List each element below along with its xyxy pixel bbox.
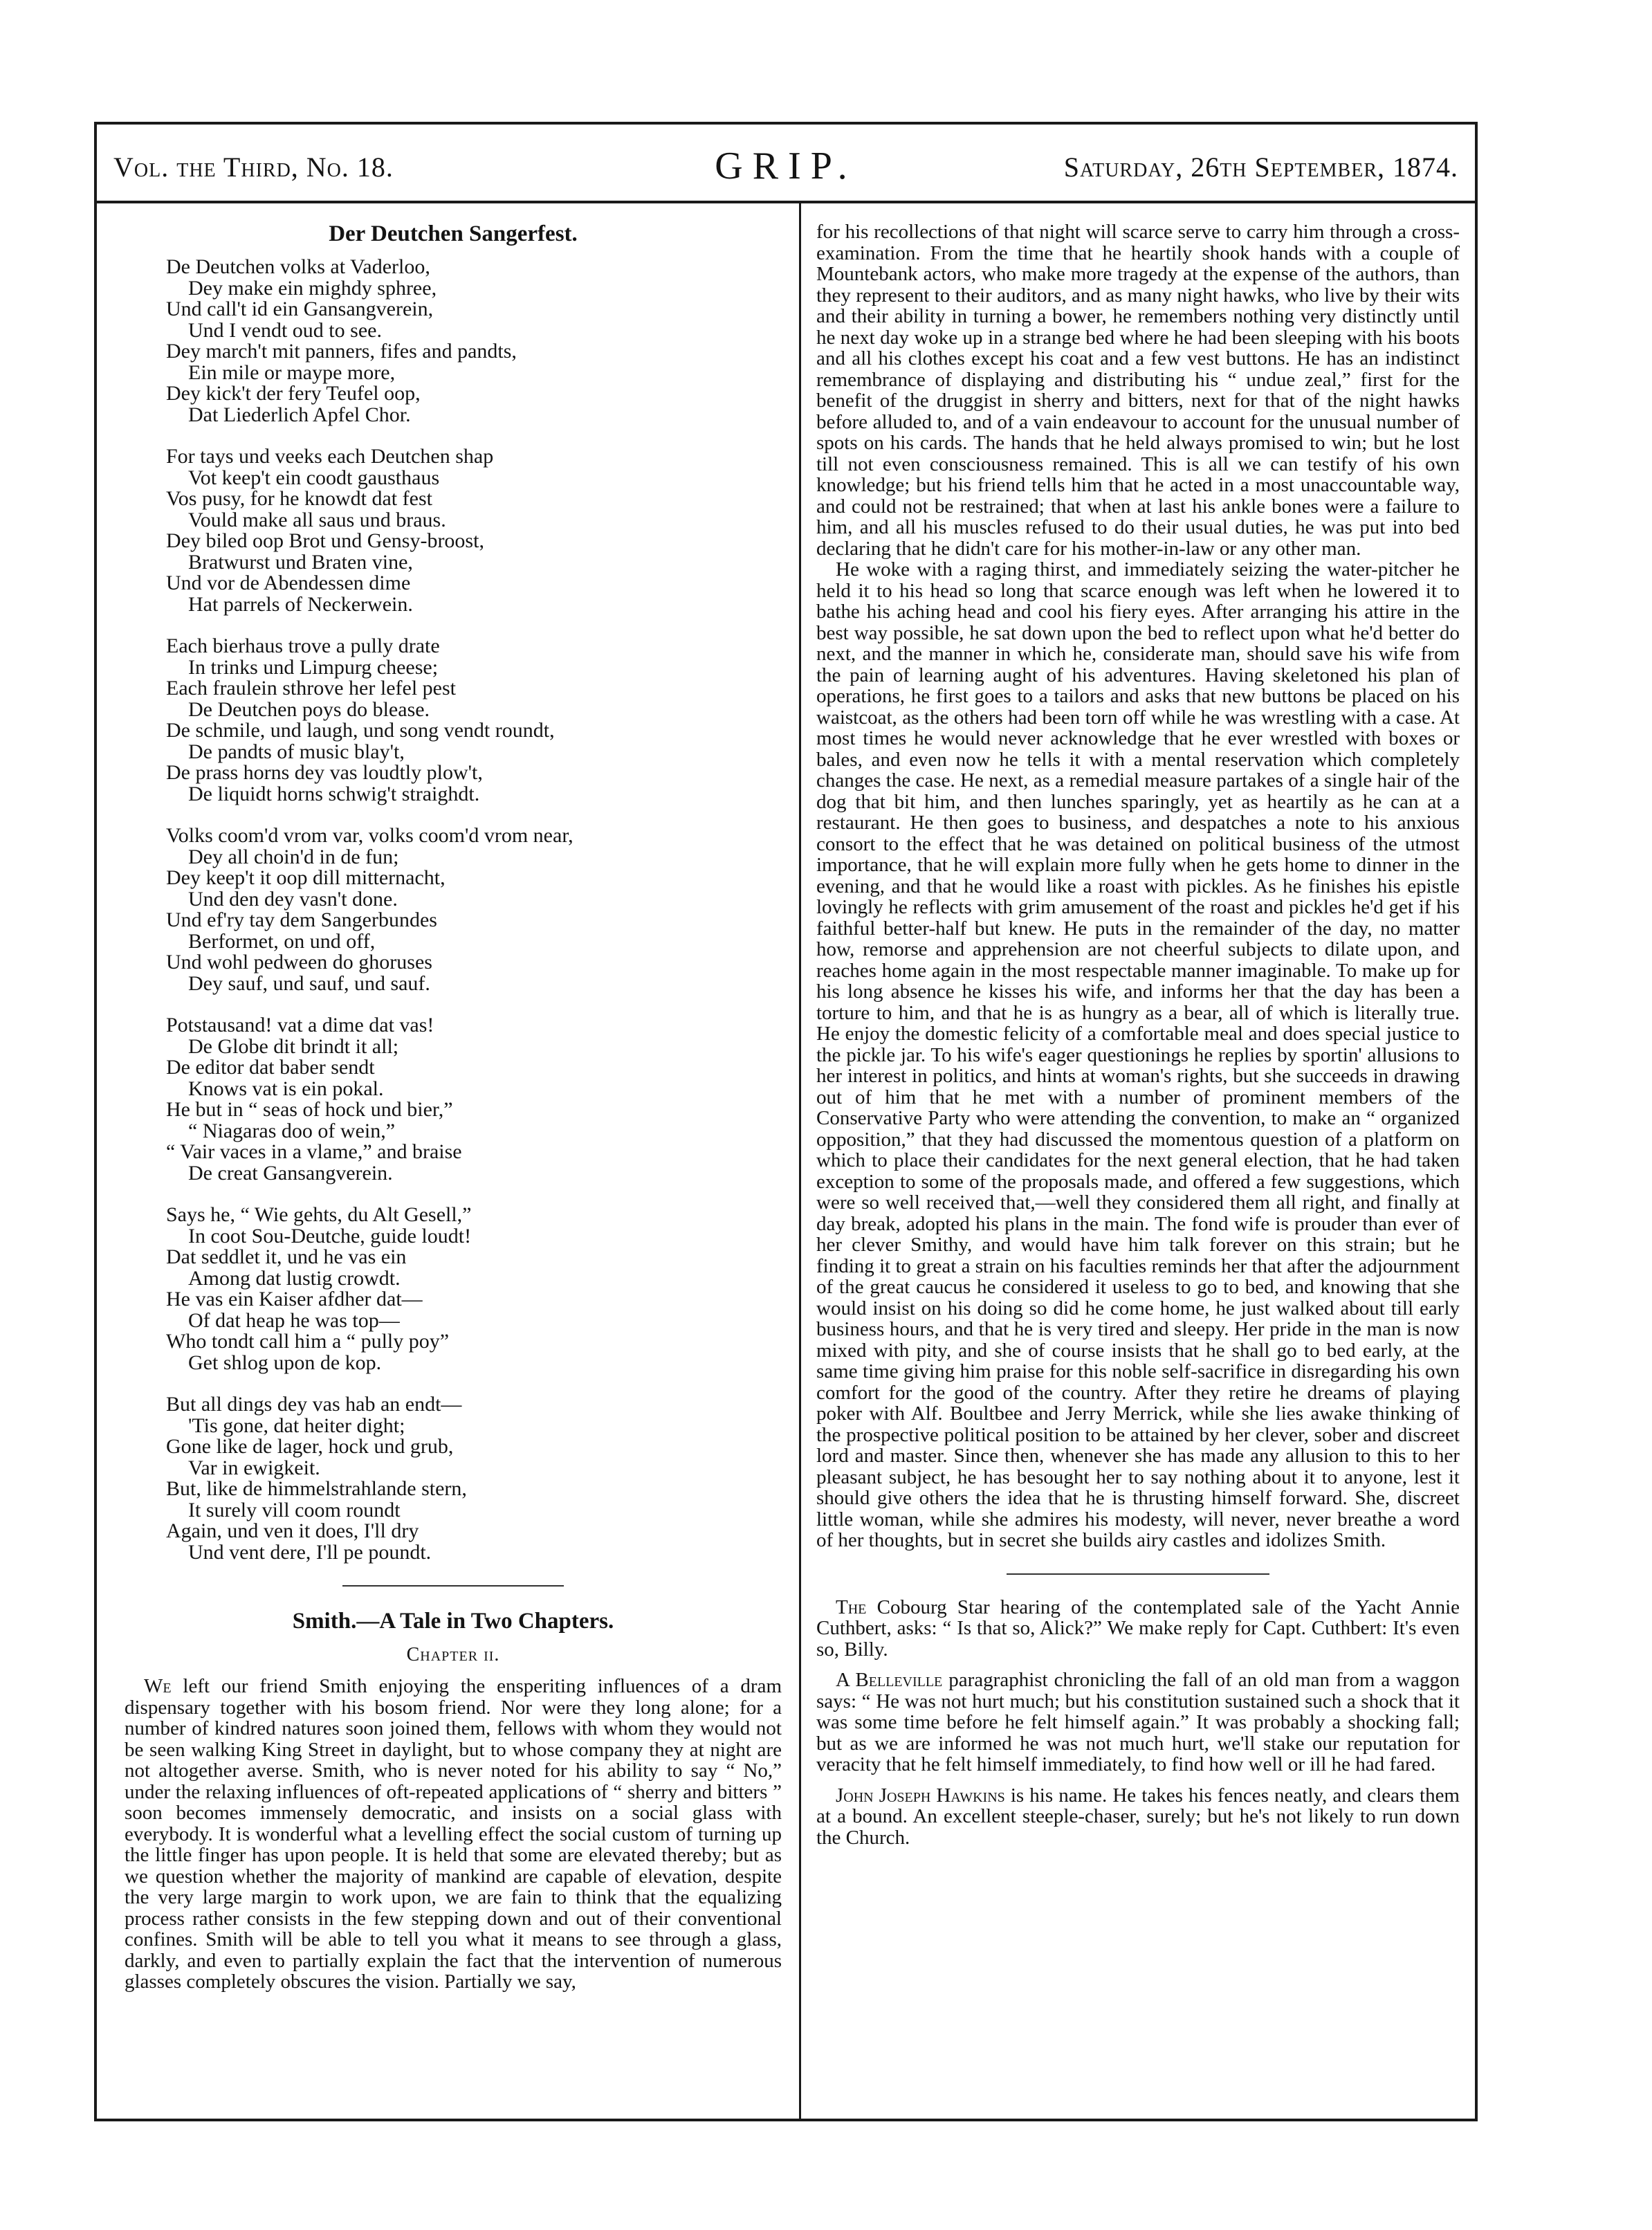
paragraph-text: left our friend Smith enjoying the ensperiting influences of a dram dispensary together with his bosom friend. Nor were they long alone; for a number of kindred natures soon joined them, fellows with whom they would not be seen walking King Street in daylight, but to whose company they at night are not altogether averse. Smith, who is never noted for his ability to say “ No,” under the relaxing influences of oft-repeated applications of “ sherry and bitters ” soon becomes immensely democratic, and insists on a social glass with everybody. It is wonderful what a levelling effect the social custom of turning up the little finger has upon people. It is held that some are elevated thereby; but as we question whether the majority of mankind are capable of elevation, despite the very large margin to work upon, we are fain to think that the equalizing process rather consists in the few stepping down and out of their conventional confines. Smith will be able to tell you what it means to see through a glass, darkly, and even to partially explain the fact that the intervention of numerous glasses completely obscures the vision. Partially we say, [125, 1675, 782, 1993]
poem-line: Says he, “ Wie gehts, du Alt Gesell,” [166, 1203, 472, 1226]
poem-line: Vos pusy, for he knowdt dat fest [166, 487, 432, 510]
poem-line: De creat Gansangverein. [188, 1161, 393, 1185]
poem-line: But, like de himmelstrahlande stern, [166, 1477, 467, 1500]
poem-line: Among dat lustig crowdt. [188, 1266, 401, 1290]
note-text: is his name. He takes his fences neatly, and clears them at a bound. An excellent steeple-chaser, surely; but he's not likely to run down the Church. [816, 1784, 1460, 1849]
poem-line: Hat parrels of Neckerwein. [188, 592, 413, 616]
note-lead: John Joseph Hawkins [836, 1784, 1005, 1807]
story-paragraph: for his recollections of that night will scarce serve to carry him through a cross-examination. From the time that he heartily shook hands with a couple of Mountebank actors, who make more tragedy at the expense of the authors, than they represent to their auditors, and as many night hawks, who live by their wits and their ability in turning a bower, he remembers nothing very distinctly until he next day woke up in a strange bed where he had been sleeping with his boots and all his clothes except his coat and a few vest buttons. He has an indistinct remembrance of displaying and distributing his “ undue zeal,” first for the benefit of the druggist in sherry and bitters, next for that of the night hawks before alluded to, and of a vain endeavour to account for the unusual number of spots on his cards. The hands that he held always promised to win; but he lost till not even consciousness remained. This is all we can testify of his own knowledge; but his friend tells him that he acted in a most unaccountable way, and could not be restrained; that when at last his ankle bones were a failure to him, and all his muscles refused to do their usual duties, he was put into bed declaring that he didn't care for his mother-in-law or any other man. [816, 221, 1460, 560]
poem-line: De editor dat baber sendt [166, 1056, 375, 1079]
poem-line: Volks coom'd vrom var, volks coom'd vrom near, [166, 824, 573, 847]
poem-line: Dat Liederlich Apfel Chor. [188, 403, 411, 426]
first-word: We [144, 1675, 172, 1697]
poem-line: Of dat heap he was top— [188, 1308, 400, 1332]
story-title: Smith.—A Tale in Two Chapters. [292, 1609, 614, 1634]
poem-line: Ein mile or maype more, [188, 360, 396, 384]
poem-line: Und I vendt oud to see. [188, 318, 382, 342]
poem-line: Dat seddlet it, und he vas ein [166, 1245, 407, 1268]
note-lead: The [836, 1596, 867, 1618]
news-note [816, 1785, 1460, 1849]
chapter-heading: Chapter ii. [406, 1644, 500, 1665]
poem-stanza [166, 1394, 782, 1563]
poem-line: Berformet, on und off, [188, 929, 376, 953]
page-frame [94, 122, 1478, 2121]
poem-line: He but in “ seas of hock und bier,” [166, 1098, 453, 1121]
poem-line: He vas ein Kaiser afdher dat— [166, 1288, 423, 1310]
note-lead: A Belleville [836, 1669, 943, 1691]
volume-number: Vol. the Third, No. 18. [113, 152, 394, 183]
poem-line: 'Tis gone, dat heiter dight; [188, 1414, 405, 1437]
poem-line: Und call't id ein Gansangverein, [166, 298, 434, 320]
poem-line: Dey sauf, und sauf, und sauf. [188, 971, 430, 995]
poem-line: It surely vill coom roundt [188, 1498, 401, 1521]
note-text: paragraphist chronicling the fall of an old man from a waggon says: “ He was not hurt much; but his constitution sustained such a shock that it was some time before he felt himself again.” It was probably a shocking fall; but as we are informed he was not much hurt, we'll stake our reputation for veracity that he felt himself immediately, to find how well or ill he had fared. [816, 1669, 1460, 1775]
poem-line: Who tondt call him a “ pully poy” [166, 1330, 450, 1353]
poem-line: Und ef'ry tay dem Sangerbundes [166, 908, 437, 931]
poem-line: Knows vat is ein pokal. [188, 1077, 384, 1100]
poem-line: Potstausand! vat a dime dat vas! [166, 1014, 434, 1036]
poem-line: Dey all choin'd in de fun; [188, 845, 399, 868]
poem-line: De Deutchen volks at Vaderloo, [166, 255, 430, 278]
poem-line: Dey keep't it oop dill mitternacht, [166, 866, 446, 889]
poem-stanza [166, 257, 782, 426]
poem-line: De Globe dit brindt it all; [188, 1034, 399, 1058]
poem-line: But all dings dey vas hab an endt— [166, 1393, 462, 1416]
poem-line: De schmile, und laugh, und song vendt roundt, [166, 719, 555, 742]
poem-line: Und den dey vasn't done. [188, 887, 398, 911]
news-note [816, 1597, 1460, 1661]
poem-line: Gone like de lager, hock und grub, [166, 1435, 454, 1458]
poem-line: Vould make all saus und braus. [188, 508, 446, 531]
column-divider [799, 201, 801, 2119]
poem-stanza [166, 1205, 782, 1373]
poem-line: In coot Sou-Deutche, guide loudt! [188, 1224, 472, 1247]
poem-line: Each fraulein sthrove her lefel pest [166, 677, 456, 700]
poem-line: In trinks und Limpurg cheese; [188, 655, 439, 679]
poem-line: De pandts of music blay't, [188, 740, 405, 763]
poem-stanza [166, 825, 782, 994]
section-divider [1007, 1573, 1269, 1575]
poem-line: Var in ewigkeit. [188, 1456, 320, 1479]
poem-line: Dey biled oop Brot und Gensy-broost, [166, 529, 484, 552]
poem-line: De liquidt horns schwig't straighdt. [188, 782, 480, 805]
publication-title: GRIP. [715, 145, 857, 188]
poem-line: Dey make ein mighdy sphree, [188, 276, 437, 300]
poem-line: De prass horns dey vas loudtly plow't, [166, 761, 483, 784]
poem-line: Vot keep't ein coodt gausthaus [188, 466, 440, 489]
note-text: Cobourg Star hearing of the contemplated sale of the Yacht Annie Cuthbert, asks: “ Is that so, Alick?” We make reply for Capt. Cuthbert: It's even so, Billy. [816, 1596, 1460, 1661]
left-column [125, 221, 782, 2090]
poem-line: Dey kick't der fery Teufel oop, [166, 382, 421, 405]
poem-line: “ Vair vaces in a vlame,” and braise [166, 1140, 462, 1163]
issue-date: Saturday, 26th September, 1874. [1063, 152, 1458, 183]
right-column [816, 221, 1460, 2103]
poem-line: De Deutchen poys do blease. [188, 697, 430, 721]
poem-line: Dey march't mit panners, fifes and pandts, [166, 340, 517, 363]
poem-stanza [166, 636, 782, 805]
poem-stanza [166, 446, 782, 615]
poem-title: Der Deutchen Sangerfest. [329, 221, 578, 246]
poem-line: Again, und ven it does, I'll dry [166, 1519, 419, 1542]
story-paragraph: He woke with a raging thirst, and immediately seizing the water-pitcher he held it to his head so long that scarce enough was left when he lowered it to bathe his aching head and cool his fiery eyes. After arranging his attire in the best way possible, he sat down upon the bed to reflect upon what he'd better do next, and the manner in which he, considerate man, should save his wife from the pain of learning aught of his adventures. Having skeletoned his plan of operations, he first goes to a tailors and asks that new buttons be placed on his waistcoat, as the others had been torn off while he was wrestling with a case. At most times he would never acknowledge that he ever wrestled with boxes or bales, and even now he tells it with a mental reservation which completely changes the case. He next, as a remedial measure partakes of a single hair of the dog that bit him, and then lunches sparingly, yet as heartily as he can at a restaurant. He then goes to business, and despatches a note to his anxious consort to the effect that he was detained on political business of the utmost importance, that he will explain more fully when he gets home to dinner in the evening, and that he would like a roast with pickles. As he finishes his epistle lovingly he reflects with grim amusement of the roast and pickles he'd get if his faithful better-half but knew. He puts in the remainder of the day, no matter how, remorse and apprehension are not cheerful subjects to dilate upon, and reaches home again in the most respectable manner imaginable. To make up for his long absence he kisses his wife, and informs her that the day has been a torture to him, and that he is as hungry as a bear, all of which is literally true. He enjoy the domestic felicity of a comfortable meal and does special justice to the pickle jar. To his wife's eager questionings he replies by sportin' allusions to her interest in politics, and hints at woman's rights, but she succeeds in drawing out of him that he met with a number of prominent members of the Conservative Party who were attending the convention, to make an “ organized opposition,” that they had discussed the momentous question of a platform on which to place their candidates for the next general election, that he had taken exception to some of the proposals made, and offered a few suggestions, which were so well received that,—well they considered them all right, and finally at day break, adopted his plans in the main. The fond wife is prouder than ever of her clever Smithy, and would have him talk forever on this strain; but he finding it to great a strain on his faculties reminds her that after the adjournment of the great caucus he considered it useless to go to bed, and knowing that she would insist on his doing so did he come home, he just walked about till early business hours, and that he is very tired and sleepy. Her pride in the man is now mixed with pity, and she of course insists that he shall go to bed early, at the same time giving him praise for this noble self-sacrifice in disregarding his own comfort for the good of the country. After they retire he dreams of playing poker with Alf. Boultbee and Jerry Merrick, while she lies awake thinking of the prospective political position to be attained by her clever, sober and discreet lord and master. Since then, whenever she has made any allusion to this to her pleasant subject, he has besought her to say nothing about it to anyone, lest it should give others the idea that he is thrusting himself forward. She, discreet little woman, while she admires his modesty, will never, never breathe a word of her thoughts, but in secret she builds airy castles and idolizes Smith. [816, 558, 1460, 1551]
masthead [97, 125, 1475, 203]
poem-line: “ Niagaras doo of wein,” [188, 1119, 396, 1142]
poem-line: Und vor de Abendessen dime [166, 572, 411, 594]
poem-line: Get shlog upon de kop. [188, 1351, 382, 1374]
poem-line: Und wohl pedween do ghoruses [166, 951, 432, 974]
poem [166, 257, 782, 1563]
section-divider [342, 1585, 564, 1587]
story-paragraph [125, 1676, 782, 1993]
poem-stanza [166, 1015, 782, 1184]
news-note [816, 1670, 1460, 1775]
poem-line: For tays und veeks each Deutchen shap [166, 445, 494, 468]
poem-line: Each bierhaus trove a pully drate [166, 634, 440, 657]
poem-line: Und vent dere, I'll pe poundt. [188, 1540, 432, 1564]
poem-line: Bratwurst und Braten vine, [188, 550, 413, 574]
